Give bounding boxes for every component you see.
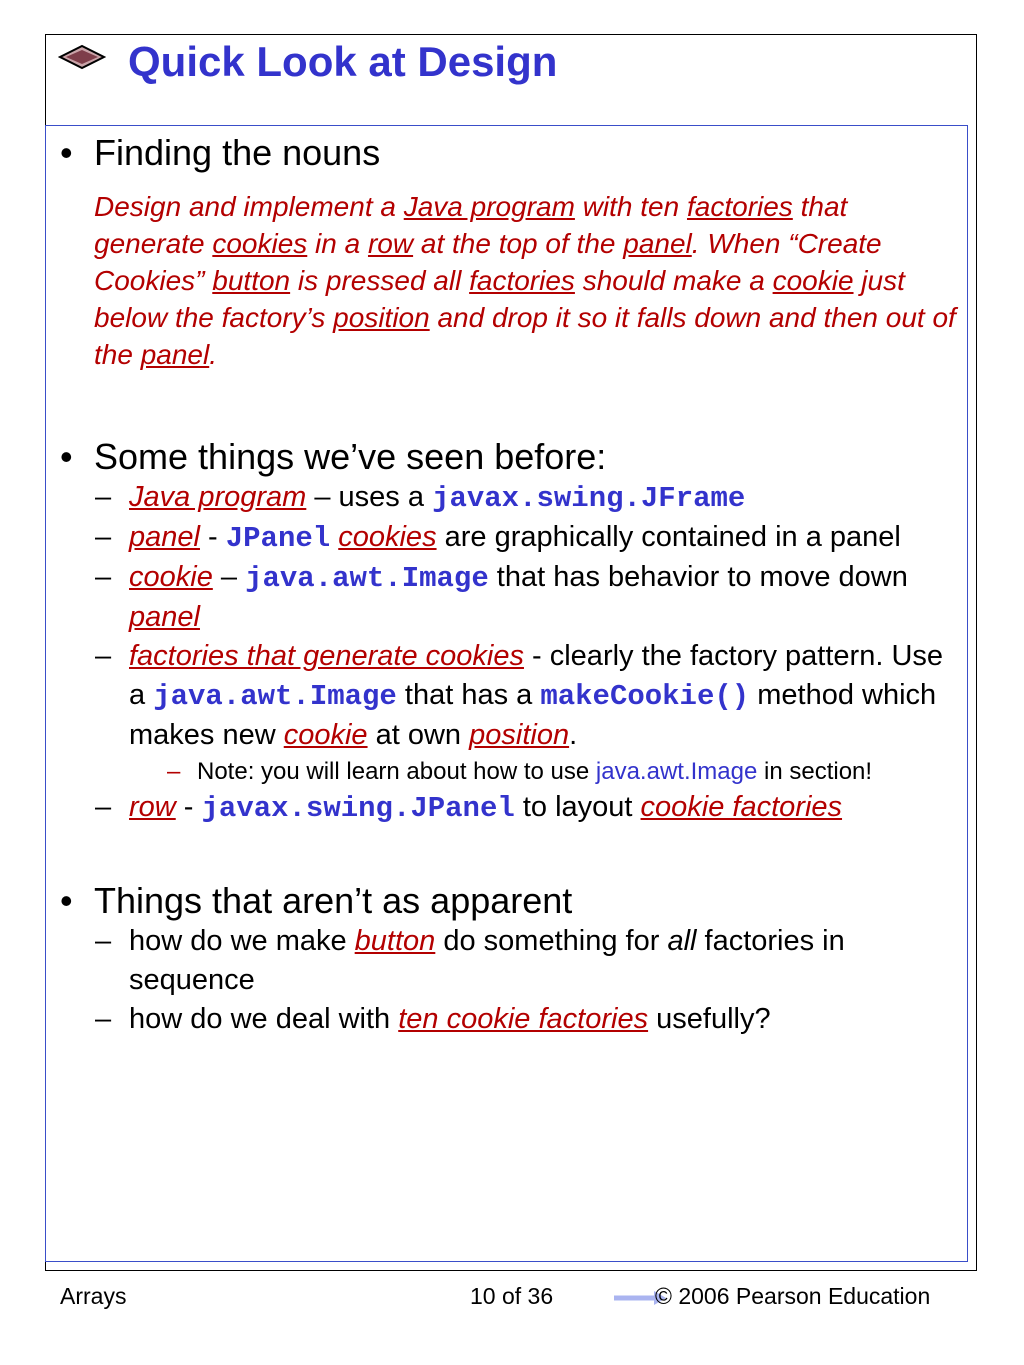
subitem-java-program: – Java program – uses a javax.swing.JFrame — [95, 481, 746, 515]
footer-topic: Arrays — [60, 1283, 127, 1309]
note-java-awt-image: – Note: you will learn about how to use java.awt.Image in section! — [167, 758, 873, 785]
noun-term: panel — [623, 228, 692, 259]
noun-term: panel — [140, 339, 210, 370]
slide-body — [60, 132, 960, 1039]
subitem-factories: – factories that generate cookies - clearly the factory pattern. Use a java.awt.Image that has a makeCookie() method which makes new cookie at own position. — [95, 640, 944, 751]
subitem-button-sequence: – how do we make button do something for all factories in sequence — [95, 925, 845, 996]
bullet-seen-before: • Some things we’ve seen before: — [60, 436, 607, 477]
noun-term: button — [212, 265, 291, 296]
problem-statement: Design and implement a Java program with ten factories that generate cookies in a row at the top of the panel. When “Create Cookies” button is pressed all factories should make a cookie just below the factory’s position and drop it so it falls down and then out of the panel. — [94, 191, 956, 370]
subitem-row: – row - javax.swing.JPanel to layout cookie factories — [95, 791, 843, 825]
footer-page-number: 10 of 36 — [470, 1283, 554, 1309]
noun-term: factories — [469, 265, 575, 296]
noun-term: row — [367, 228, 414, 259]
slide-title: Quick Look at Design — [128, 38, 558, 85]
subitem-cookie: – cookie – java.awt.Image that has behavior to move down panel — [95, 561, 908, 633]
noun-term: Java program — [403, 191, 575, 222]
noun-term: position — [333, 302, 430, 333]
noun-term: cookie — [772, 265, 854, 296]
subitem-ten-factories: – how do we deal with ten cookie factories usefully? — [95, 1003, 771, 1035]
noun-term: cookies — [212, 228, 308, 259]
noun-term: factories — [686, 191, 793, 222]
footer-copyright: © 2006 Pearson Education — [655, 1283, 931, 1309]
subitem-panel: – panel - JPanel cookies are graphically contained in a panel — [95, 521, 901, 555]
bullet-not-apparent: • Things that aren’t as apparent — [60, 880, 573, 921]
bullet-finding-nouns: • Finding the nouns — [60, 132, 381, 173]
diamond-bullet-icon — [58, 44, 106, 70]
